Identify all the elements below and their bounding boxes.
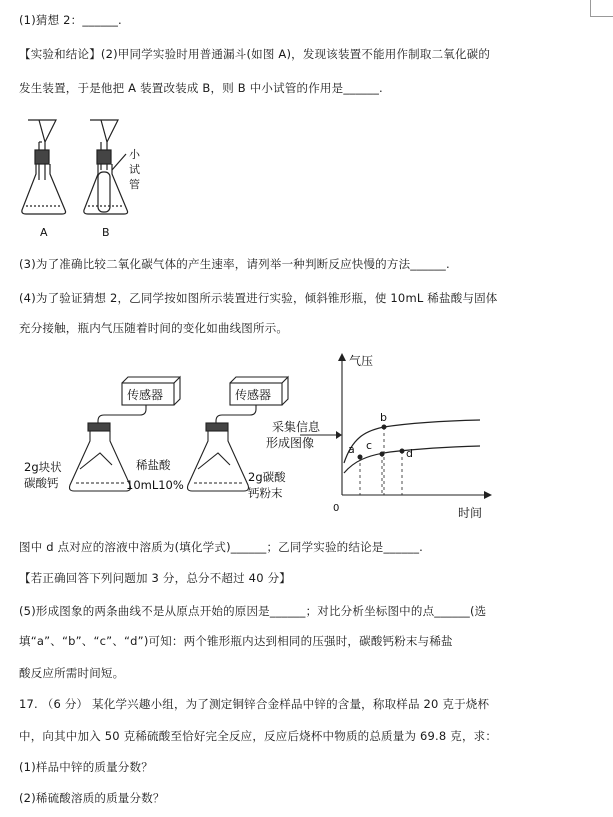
experiment-figure [18, 345, 498, 525]
text-line-q17-2: 中，向其中加入 50 克稀硫酸至恰好完全反应，反应后烧杯中物质的总质量为 69.8 克，求： [19, 729, 498, 743]
text-line-q5-3: 酸反应所需时间短。 [19, 666, 125, 680]
point-a [358, 455, 363, 460]
apparatus-a [22, 120, 66, 214]
sensor-2-label: 传感器 [235, 388, 272, 402]
pressure-chart [333, 353, 492, 520]
apparatus-b [84, 120, 128, 214]
text-line-q17-1: 17. （6 分） 某化学兴趣小组，为了测定铜锌合金样品中锌的含量，称取样品 20 克于烧杯 [19, 697, 490, 711]
collect-arrow-head [336, 431, 342, 439]
right-solid-label-1: 2g碳酸 [248, 470, 286, 484]
collect-label-2: 形成图像 [266, 436, 315, 450]
point-b-label: b [380, 411, 387, 424]
text-line-q5-1: (5)形成图象的两条曲线不是从原点开始的原因是______；对比分析坐标图中的点______(选 [19, 604, 487, 618]
tube-label-3: 管 [129, 178, 140, 191]
text-line-d-point: 图中 d 点对应的溶液中溶质为(填化学式)______；乙同学实验的结论是______. [19, 540, 424, 554]
text-line-experiment-2: 发生装置，于是他把 A 装置改装成 B，则 B 中小试管的作用是______. [19, 81, 383, 95]
left-solid-label-1: 2g块状 [24, 460, 62, 474]
text-line-q17-sub1: (1)样品中锌的质量分数？ [19, 760, 153, 774]
y-axis-label: 气压 [349, 354, 374, 368]
tube-label-2: 试 [129, 163, 140, 176]
point-c [380, 452, 385, 457]
text-line-guess2: (1)猜想 2：______. [19, 13, 122, 27]
label-a: A [40, 226, 48, 239]
x-axis-arrow [484, 491, 492, 499]
guide-lines [360, 427, 402, 495]
x-axis-label: 时间 [458, 506, 483, 520]
origin-label: 0 [333, 503, 340, 514]
page-corner-mark [590, 0, 613, 17]
y-axis-arrow [338, 353, 346, 361]
acid-label-1: 稀盐酸 [136, 458, 171, 472]
collect-label-1: 采集信息 [272, 420, 321, 434]
text-line-q4-2: 充分接触，瓶内气压随着时间的变化如曲线图所示。 [19, 321, 289, 335]
apparatus-figure-ab [18, 112, 168, 242]
text-line-bonus: 【若正确回答下列问题加 3 分，总分不超过 40 分】 [19, 571, 291, 585]
left-apparatus [70, 377, 181, 491]
left-solid-label-2: 碳酸钙 [24, 476, 59, 490]
text-line-q3: (3)为了准确比较二氧化碳气体的产生速率，请列举一种判断反应快慢的方法______. [19, 257, 450, 271]
point-d-label: d [406, 447, 413, 460]
point-c-label: c [366, 439, 373, 452]
sensor-1-label: 传感器 [127, 388, 164, 402]
point-b [382, 425, 387, 430]
text-line-q5-2: 填“a”、“b”、“c”、“d”)可知：两个锥形瓶内达到相同的压强时，碳酸钙粉末与稀盐 [19, 634, 453, 648]
acid-label-2: 10mL10% [126, 478, 184, 492]
tube-label-1: 小 [129, 148, 140, 161]
point-d [400, 449, 405, 454]
right-solid-label-2: 钙粉末 [248, 486, 283, 500]
label-b: B [102, 226, 110, 239]
text-line-q17-sub2: (2)稀硫酸溶质的质量分数？ [19, 791, 165, 805]
text-line-experiment-1: 【实验和结论】(2)甲同学实验时用普通漏斗(如图 A)，发现该装置不能用作制取二氧化碳的 [19, 47, 491, 61]
point-a-label: a [348, 443, 355, 456]
text-line-q4-1: (4)为了验证猜想 2，乙同学按如图所示装置进行实验，倾斜锥形瓶，使 10mL 稀盐酸与固体 [19, 291, 498, 305]
